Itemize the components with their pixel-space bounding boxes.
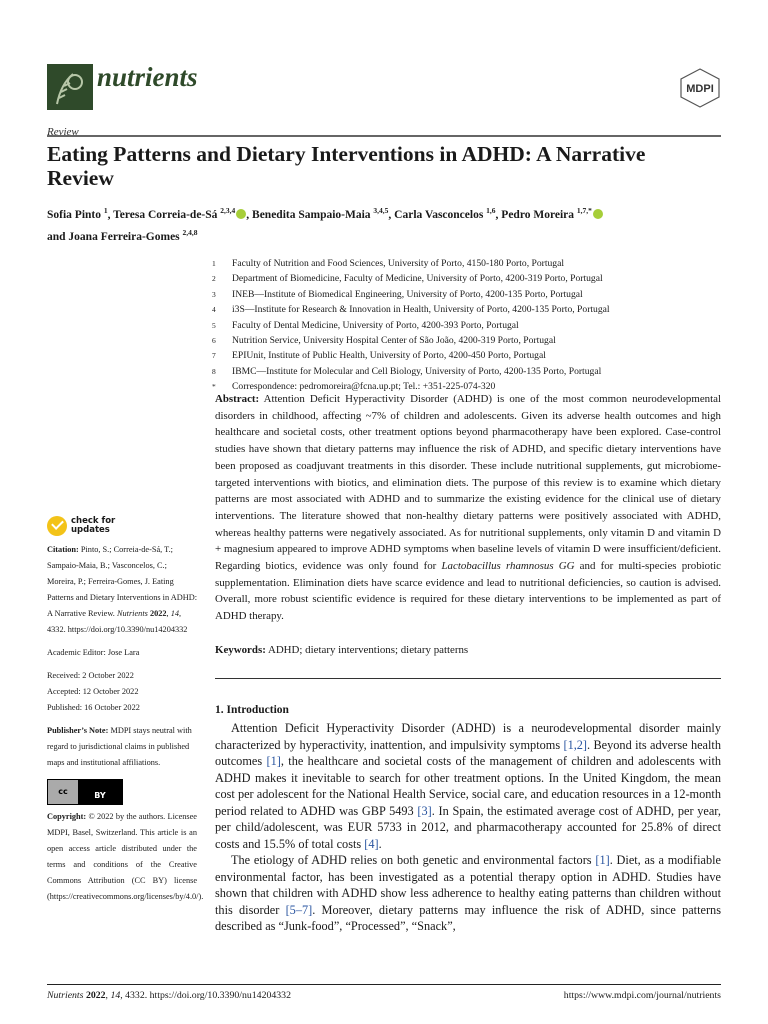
affiliation xyxy=(212,287,610,302)
keywords: Keywords: ADHD; dietary interventions; dietary patterns xyxy=(215,644,469,656)
citation-link[interactable]: [5–7] xyxy=(285,902,313,917)
check-for-updates-button[interactable]: check for updates xyxy=(47,516,197,536)
author: Sofia Pinto xyxy=(47,208,101,221)
academic-editor: Academic Editor: Jose Lara xyxy=(47,648,140,657)
body-text: Attention Deficit Hyperactivity Disorder (ADHD) is a neurodevelopmental disorder mainly characterized by hyperactivity, inattention, and impulsivity symptoms [1,2]. Beyond its adverse health outcomes [1], the healthcare and societal costs of the management of children and adolescents with ADHD makes it inevitable to search for other treatment options. In the United Kingdom, the mean cost per adolescent for the National Health Service, social care, and education resources in a 12-month period related to ADHD was GBP 5493 [3]. In Spain, the estimated average cost of ADHD, per year, per child/adolescent, was EUR 5733 in 2012, and pharmacotherapy accounted for 25.8% of direct costs and 15.5% of total costs [4]. The etiology of ADHD relies on both genetic and environmental factors [1]. Diet, as a modifiable environmental factor, has been investigated as a potential therapy option in ADHD. Studies have shown that children with ADHD show less adherence to healthy eating patterns than children without this disorder [5–7]. Moreover, dietary patterns may influence the risk of ADHD, since patterns described as “Junk-food”, “Processed”, “Snack”, xyxy=(215,721,722,933)
cc-icon: cc xyxy=(58,787,68,796)
affiliation-text: EPIUnit, Institute of Public Health, University of Porto, 4200-450 Porto, Portugal xyxy=(232,350,546,362)
copyright: Copyright: © 2022 by the authors. Licensee MDPI, Basel, Switzerland. This article is an open access article distributed under the terms and conditions of the Creative Commons Attribution (CC BY) license (https://creativecommons.org/licenses/by/4.0/). xyxy=(47,812,204,901)
affiliation-number: 8 xyxy=(212,366,216,376)
affiliation-number: 6 xyxy=(212,336,216,346)
header-rule xyxy=(47,135,721,137)
author: Pedro Moreira xyxy=(501,208,574,221)
citation-link[interactable]: [4] xyxy=(364,836,379,851)
affiliation xyxy=(212,256,610,271)
affiliation-text: IBMC—Institute for Molecular and Cell Biology, University of Porto, 4200-135 Porto, Portugal xyxy=(232,365,602,377)
affiliation-number: 2 xyxy=(212,274,216,284)
orcid-icon[interactable] xyxy=(236,209,246,219)
author: Teresa Correia-de-Sá xyxy=(113,208,218,221)
footer-citation: Nutrients 2022, 14, 4332. https://doi.org/10.3390/nu14204332 xyxy=(47,990,291,1001)
publisher-note: Publisher’s Note: MDPI stays neutral with regard to jurisdictional claims in published maps and institutional affiliations. xyxy=(47,726,192,767)
journal-name: nutrients xyxy=(97,62,198,92)
article-type: Review xyxy=(47,126,79,138)
affiliation-text: Correspondence: pedromoreira@fcna.up.pt; Tel.: +351-225-074-320 xyxy=(232,381,496,393)
author: Joana Ferreira-Gomes xyxy=(68,230,180,243)
accepted-date: Accepted: 12 October 2022 xyxy=(47,687,139,696)
affiliation-text: i3S—Institute for Research & Innovation in Health, University of Porto, 4200-135 Porto, Portugal xyxy=(232,304,610,316)
received-date: Received: 2 October 2022 xyxy=(47,671,134,680)
affiliations xyxy=(212,256,610,395)
affiliation-number: 4 xyxy=(212,305,216,315)
affiliation-text: INEB—Institute of Biomedical Engineering, University of Porto, 4200-135 Porto, Portugal xyxy=(232,288,583,300)
author: Carla Vasconcelos xyxy=(394,208,484,221)
by-icon: BY xyxy=(78,780,122,804)
affiliation-number: 3 xyxy=(212,289,216,299)
author-list: Sofia Pinto $^1$, Teresa Correia-de-Sá $^{2,3,4}$ , Benedita Sampaio-Maia $^{3,4,5}$, Carla Vasconcelos $^{1,6}$, Pedro Moreira $^{1,7,*}$ and Joana Ferreira-Gomes $^{2,4,8}$ xyxy=(47,202,727,246)
citation-link[interactable]: [3] xyxy=(417,803,432,818)
affiliation-text: Nutrition Service, University Hospital Center of São João, 4200-319 Porto, Portugal xyxy=(232,335,556,347)
svg-text:MDPI: MDPI xyxy=(686,83,714,95)
article-title: Eating Patterns and Dietary Interventions in ADHD: A Narrative Review xyxy=(47,142,646,190)
author: Benedita Sampaio-Maia xyxy=(252,208,371,221)
divider xyxy=(215,678,721,679)
citation-link[interactable]: [1] xyxy=(595,853,610,867)
affiliation-number: * xyxy=(212,382,216,392)
footer-journal-url[interactable]: https://www.mdpi.com/journal/nutrients xyxy=(563,990,721,1001)
cc-by-license-badge[interactable] xyxy=(47,779,123,805)
affiliation-number: 1 xyxy=(212,259,216,268)
affiliation xyxy=(212,318,610,333)
leaf-logo-icon xyxy=(47,64,93,110)
citation-link[interactable]: [1,2] xyxy=(563,737,588,752)
affiliation-number: 7 xyxy=(212,351,216,361)
affiliation-text: Department of Biomedicine, Faculty of Medicine, University of Porto, 4200-319 Porto, Portugal xyxy=(232,273,603,285)
orcid-icon[interactable] xyxy=(593,209,603,219)
check-icon xyxy=(47,516,67,536)
affiliation xyxy=(212,302,610,317)
affiliation xyxy=(212,271,610,286)
affiliation-text: Faculty of Dental Medicine, University of Porto, 4200-393 Porto, Portugal xyxy=(232,319,519,331)
citation: Citation: Pinto, S.; Correia-de-Sá, T.; Sampaio-Maia, B.; Vasconcelos, C.; Moreira, P.; Ferreira-Gomes, J. Eating Patterns and Dietary Interventions in ADHD: A Narrative Review. Nutrients 2022, 14, 4332. https://doi.org/10.3390/nu14204332 xyxy=(47,545,198,634)
affiliation-number: 5 xyxy=(212,320,216,330)
sidebar xyxy=(47,516,204,912)
published-date: Published: 16 October 2022 xyxy=(47,703,140,712)
abstract: Abstract: Attention Deficit Hyperactivity Disorder (ADHD) is one of the most common neurodevelopmental disorders in childhood, affecting ~7% of children and adolescents. Given its adverse health outcomes and high healthcare and societal costs, other treatment options beyond pharmacotherapy have been explored. Case-control studies have shown that dietary patterns may influence the risk of ADHD, and specific dietary interventions have been proposed as coadjuvant treatments in this disorder. These include nutritional supplements, gut microbiome-targeted interventions with biotics, and elimination diets. The purpose of this review is to examine which dietary patterns are most associated with ADHD and to summarize the existing evidence for the clinical use of dietary interventions. The literature showed that non-healthy dietary patterns were positively associated with ADHD, whereas healthy patterns were negatively associated. As for nutritional supplements, only vitamin D and vitamin D + magnesium appeared to improve ADHD symptoms when baseline levels of vitamin D were insufficient/deficient. Regarding biotics, evidence was only found for Lactobacillus rhamnosus GG and for multi-species probiotic supplementation. Elimination diets have scarce evidence and lead to nutritional deficiencies, so caution is advised. Overall, more robust scientific evidence is required for these dietary interventions to be implemented as part of ADHD therapy. xyxy=(215,393,722,623)
affiliation xyxy=(212,333,610,348)
affiliation xyxy=(212,364,610,379)
mdpi-logo xyxy=(679,68,721,108)
section-heading: 1. Introduction xyxy=(215,704,289,716)
affiliation-text: Faculty of Nutrition and Food Sciences, University of Porto, 4150-180 Porto, Portugal xyxy=(232,258,565,269)
affiliation xyxy=(212,348,610,363)
footer-rule xyxy=(47,984,721,985)
journal-logo xyxy=(47,64,93,110)
citation-link[interactable]: [1] xyxy=(266,754,281,768)
